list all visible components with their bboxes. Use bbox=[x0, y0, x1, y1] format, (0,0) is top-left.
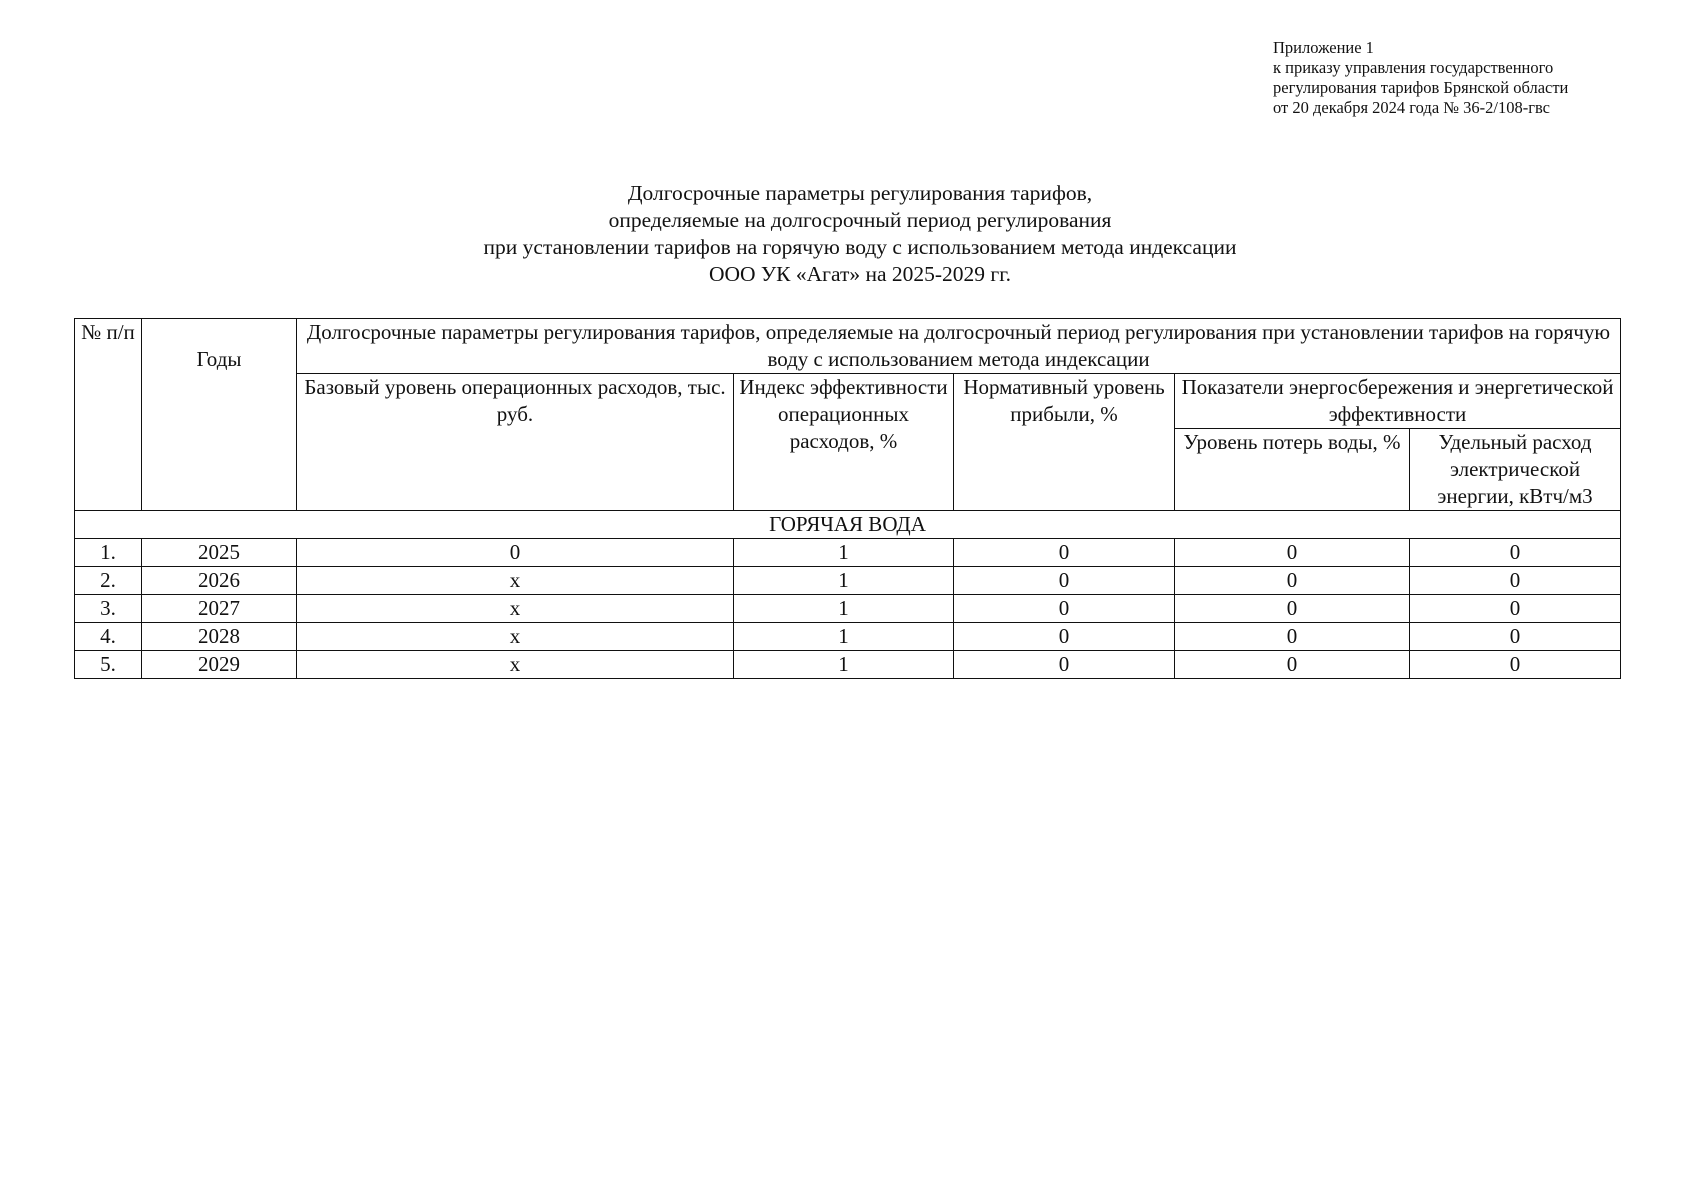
cell-loss: 0 bbox=[1175, 623, 1410, 651]
header-profit-level: Нормативный уровень прибыли, % bbox=[954, 374, 1175, 511]
cell-num: 3. bbox=[75, 595, 142, 623]
cell-profit: 0 bbox=[954, 539, 1175, 567]
table-row bbox=[75, 539, 1621, 567]
cell-num: 4. bbox=[75, 623, 142, 651]
parameters-table bbox=[74, 318, 1621, 679]
cell-loss: 0 bbox=[1175, 595, 1410, 623]
title-line: при установлении тарифов на горячую воду с использованием метода индексации bbox=[483, 235, 1237, 259]
table-row bbox=[75, 595, 1621, 623]
table-row bbox=[75, 651, 1621, 679]
cell-base: х bbox=[297, 623, 734, 651]
cell-num: 2. bbox=[75, 567, 142, 595]
title-line: определяемые на долгосрочный период регулирования bbox=[608, 208, 1112, 232]
cell-profit: 0 bbox=[954, 623, 1175, 651]
cell-profit: 0 bbox=[954, 595, 1175, 623]
cell-base: х bbox=[297, 651, 734, 679]
header-electricity: Удельный расход электрической энергии, кВтч/м3 bbox=[1410, 429, 1621, 511]
cell-loss: 0 bbox=[1175, 651, 1410, 679]
title-line: ООО УК «Агат» на 2025-2029 гг. bbox=[708, 262, 1012, 286]
cell-loss: 0 bbox=[1175, 567, 1410, 595]
header-energy-group: Показатели энергосбережения и энергетической эффективности bbox=[1175, 374, 1621, 429]
cell-num: 5. bbox=[75, 651, 142, 679]
cell-elec: 0 bbox=[1410, 539, 1621, 567]
document-title bbox=[60, 180, 1660, 288]
table-row bbox=[75, 623, 1621, 651]
header-num: № п/п bbox=[75, 319, 142, 511]
cell-index: 1 bbox=[734, 623, 954, 651]
cell-profit: 0 bbox=[954, 567, 1175, 595]
cell-year: 2025 bbox=[142, 539, 297, 567]
appendix-line: регулирования тарифов Брянской области bbox=[1273, 78, 1569, 97]
cell-index: 1 bbox=[734, 539, 954, 567]
header-years: Годы bbox=[142, 319, 297, 511]
cell-num: 1. bbox=[75, 539, 142, 567]
cell-year: 2027 bbox=[142, 595, 297, 623]
cell-year: 2028 bbox=[142, 623, 297, 651]
cell-index: 1 bbox=[734, 595, 954, 623]
header-base-level: Базовый уровень операционных расходов, тыс. руб. bbox=[297, 374, 734, 511]
cell-base: 0 bbox=[297, 539, 734, 567]
header-water-loss: Уровень потерь воды, % bbox=[1175, 429, 1410, 511]
appendix-note bbox=[1273, 38, 1673, 118]
title-line: Долгосрочные параметры регулирования тарифов, bbox=[627, 181, 1093, 205]
cell-index: 1 bbox=[734, 651, 954, 679]
table-row bbox=[75, 567, 1621, 595]
cell-base: х bbox=[297, 595, 734, 623]
header-efficiency-index: Индекс эффективности операционных расходов, % bbox=[734, 374, 954, 511]
cell-year: 2029 bbox=[142, 651, 297, 679]
cell-elec: 0 bbox=[1410, 623, 1621, 651]
cell-elec: 0 bbox=[1410, 651, 1621, 679]
cell-base: х bbox=[297, 567, 734, 595]
cell-profit: 0 bbox=[954, 651, 1175, 679]
section-label: ГОРЯЧАЯ ВОДА bbox=[75, 511, 1621, 539]
cell-index: 1 bbox=[734, 567, 954, 595]
appendix-line: от 20 декабря 2024 года № 36-2/108-гвс bbox=[1273, 98, 1550, 117]
header-group: Долгосрочные параметры регулирования тарифов, определяемые на долгосрочный период регулирования при установлении тарифов на горячую воду с использованием метода индексации bbox=[297, 319, 1621, 374]
cell-elec: 0 bbox=[1410, 595, 1621, 623]
appendix-line: Приложение 1 bbox=[1273, 38, 1374, 57]
cell-loss: 0 bbox=[1175, 539, 1410, 567]
cell-elec: 0 bbox=[1410, 567, 1621, 595]
appendix-line: к приказу управления государственного bbox=[1273, 58, 1554, 77]
cell-year: 2026 bbox=[142, 567, 297, 595]
